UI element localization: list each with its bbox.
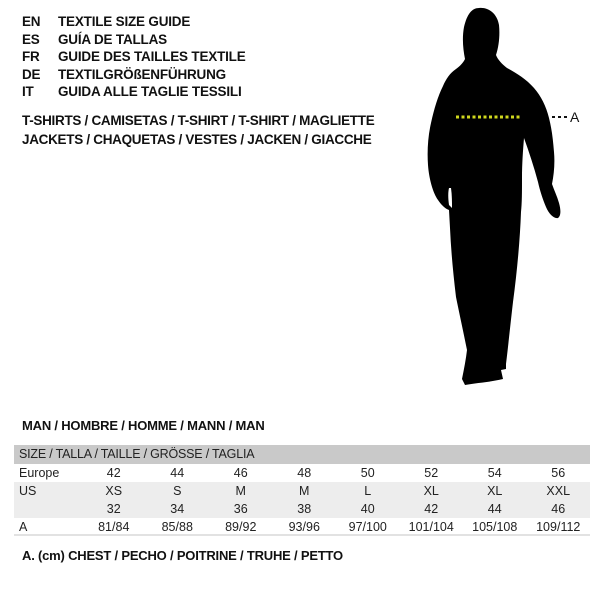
size-value: 54 bbox=[487, 466, 502, 480]
size-value: 38 bbox=[297, 502, 312, 516]
size-value: 32 bbox=[106, 502, 121, 516]
size-value: 46 bbox=[233, 466, 248, 480]
category-tshirts: T-SHIRTS / CAMISETAS / T-SHIRT / T-SHIRT / MAGLIETTE bbox=[22, 113, 375, 128]
size-value: 46 bbox=[551, 502, 566, 516]
language-code: ES bbox=[22, 31, 40, 47]
size-value: XL bbox=[487, 484, 503, 498]
size-value: 101/104 bbox=[408, 520, 454, 534]
table-row-uk bbox=[14, 500, 590, 518]
man-silhouette-figure bbox=[410, 0, 600, 400]
size-value: 109/112 bbox=[536, 520, 581, 534]
size-value: 105/108 bbox=[472, 520, 518, 534]
size-value: 48 bbox=[297, 466, 312, 480]
category-jackets: JACKETS / CHAQUETAS / VESTES / JACKEN / GIACCHE bbox=[22, 132, 372, 147]
language-list bbox=[22, 13, 246, 101]
size-value: 97/100 bbox=[348, 520, 387, 534]
row-label bbox=[14, 500, 82, 518]
size-value: XS bbox=[105, 484, 123, 498]
size-value: 44 bbox=[170, 466, 185, 480]
size-value: 40 bbox=[360, 502, 375, 516]
measure-label-a: A bbox=[570, 109, 580, 125]
language-title: GUIDA ALLE TAGLIE TESSILI bbox=[58, 84, 242, 99]
size-value: 34 bbox=[170, 502, 185, 516]
language-code: IT bbox=[22, 84, 34, 99]
size-value: 81/84 bbox=[98, 520, 130, 534]
row-label: Europe bbox=[19, 466, 60, 480]
size-value: 42 bbox=[106, 466, 121, 480]
size-value: M bbox=[235, 484, 246, 498]
language-code: DE bbox=[22, 66, 41, 82]
size-table-header: SIZE / TALLA / TAILLE / GRÖSSE / TAGLIA bbox=[14, 445, 590, 464]
language-row-es bbox=[22, 31, 246, 49]
size-value: 44 bbox=[487, 502, 502, 516]
language-row-en bbox=[22, 13, 246, 31]
size-value: 85/88 bbox=[161, 520, 193, 534]
size-value: 52 bbox=[424, 466, 439, 480]
man-silhouette-shape bbox=[428, 8, 561, 385]
language-code: FR bbox=[22, 49, 40, 64]
size-value: S bbox=[173, 484, 182, 498]
table-row-us bbox=[14, 482, 590, 500]
size-value: 56 bbox=[551, 466, 566, 480]
size-value: M bbox=[299, 484, 310, 498]
size-value: 36 bbox=[233, 502, 248, 516]
size-value: XL bbox=[423, 484, 439, 498]
language-title: TEXTILGRÖßENFÜHRUNG bbox=[58, 66, 226, 82]
language-row-it bbox=[22, 83, 246, 101]
size-value: 50 bbox=[360, 466, 375, 480]
language-title: TEXTILE SIZE GUIDE bbox=[58, 14, 191, 29]
language-title: GUÍA DE TALLAS bbox=[58, 31, 167, 47]
table-row-europe bbox=[14, 464, 590, 482]
size-table bbox=[14, 445, 590, 536]
row-label: US bbox=[19, 484, 37, 498]
row-label: A bbox=[19, 520, 28, 534]
measurement-footnote: A. (cm) CHEST / PECHO / POITRINE / TRUHE / PETTO bbox=[22, 548, 343, 563]
size-value: XXL bbox=[546, 484, 571, 498]
size-value: L bbox=[364, 484, 372, 498]
language-code: EN bbox=[22, 14, 41, 29]
section-heading-man: MAN / HOMBRE / HOMME / MANN / MAN bbox=[22, 418, 265, 433]
garment-categories bbox=[22, 111, 374, 149]
size-value: 89/92 bbox=[225, 520, 257, 534]
size-value: 42 bbox=[424, 502, 439, 516]
language-row-fr bbox=[22, 48, 246, 66]
size-value: 93/96 bbox=[288, 520, 320, 534]
table-row-chest-cm bbox=[14, 518, 590, 536]
language-row-de bbox=[22, 66, 246, 84]
language-title: GUIDE DES TAILLES TEXTILE bbox=[58, 49, 246, 64]
